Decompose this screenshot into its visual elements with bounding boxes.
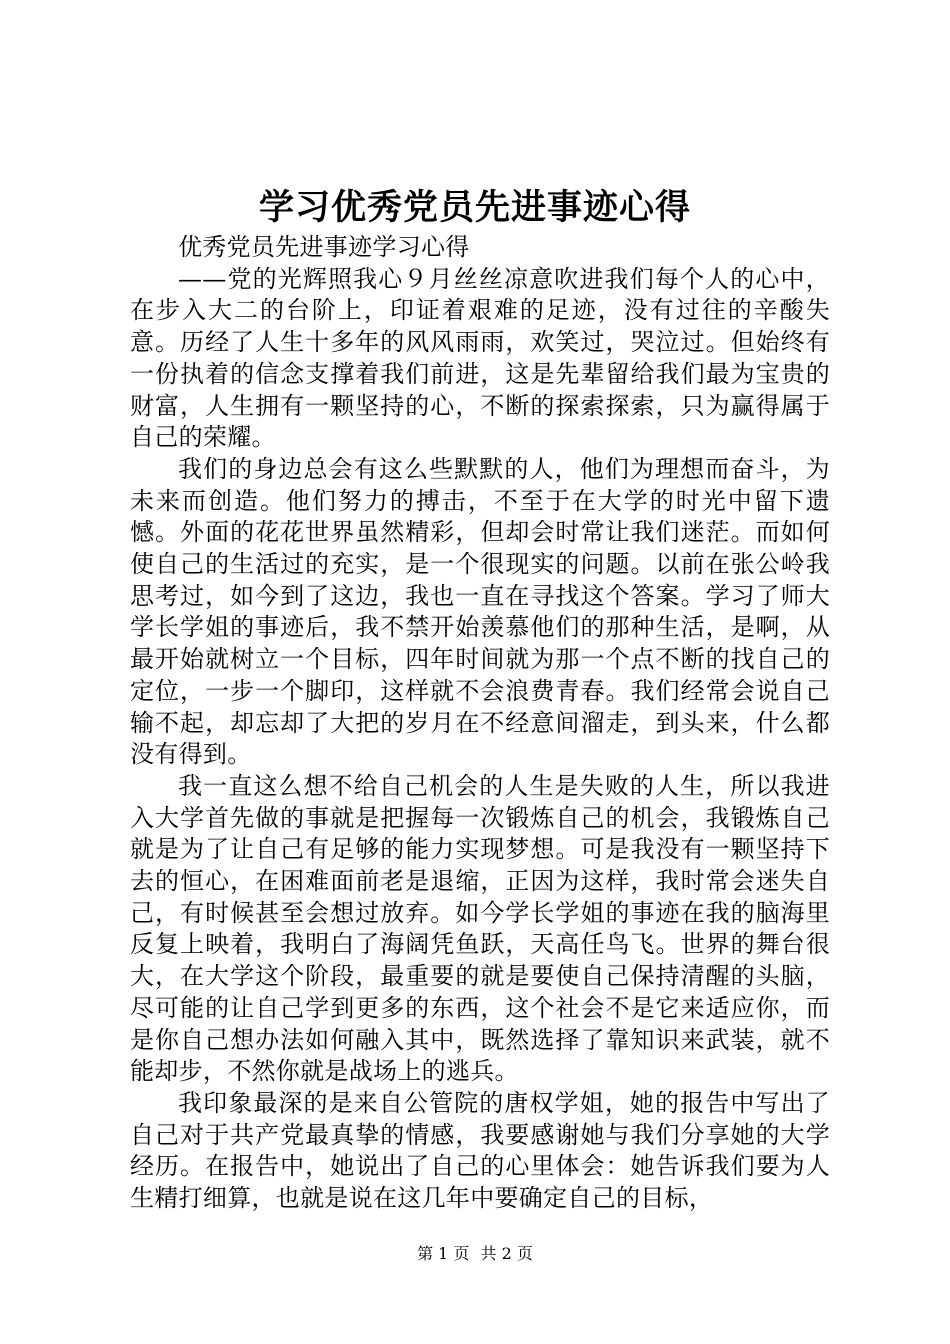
paragraph: 我印象最深的是来自公管院的唐权学姐，她的报告中写出了自己对于共产党最真挚的情感，我要感谢她与我们分享她的大学经历。在报告中，她说出了自己的心里体会：她告诉我们要为人生精打细算，也就是说在这几年中要确定自己的目标， (130, 1088, 830, 1213)
paragraph-subtitle: 优秀党员先进事迹学习心得 (178, 233, 470, 261)
page-footer (0, 1242, 950, 1266)
page-number-current: 第 1 页 (417, 1244, 470, 1263)
paragraph: 我们的身边总会有这么些默默的人，他们为理想而奋斗，为未来而创造。他们努力的搏击，不至于在大学的时光中留下遗憾。外面的花花世界虽然精彩，但却会时常让我们迷茫。而如何使自己的生活过的充实，是一个很现实的问题。以前在张公岭我思考过，如今到了这边，我也一直在寻找这个答案。学习了师大学长学姐的事迹后，我不禁开始羡慕他们的那种生活，是啊，从最开始就树立一个目标，四年时间就为那一个点不断的找自己的定位，一步一个脚印，这样就不会浪费青春。我们经常会说自己输不起，却忘却了大把的岁月在不经意间溜走，到头来，什么都没有得到。 (130, 454, 830, 769)
paragraph: 我一直这么想不给自己机会的人生是失败的人生，所以我进入大学首先做的事就是把握每一次锻炼自己的机会，我锻炼自己就是为了让自己有足够的能力实现梦想。可是我没有一颗坚持下去的恒心，在困难面前老是退缩，正因为这样，我时常会迷失自己，有时候甚至会想过放弃。如今学长学姐的事迹在我的脑海里反复上映着，我明白了海阔凭鱼跃，天高任鸟飞。世界的舞台很大，在大学这个阶段，最重要的就是要使自己保持清醒的头脑，尽可能的让自己学到更多的东西，这个社会不是它来适应你，而是你自己想办法如何融入其中，既然选择了靠知识来武装，就不能却步，不然你就是战场上的逃兵。 (130, 771, 830, 1086)
document-body (130, 232, 830, 1215)
page-number-total: 共 2 页 (480, 1244, 533, 1263)
paragraph: ——党的光辉照我心９月丝丝凉意吹进我们每个人的心中，在步入大二的台阶上，印证着艰难的足迹，没有过往的辛酸失意。历经了人生十多年的风风雨雨，欢笑过，哭泣过。但始终有一份执着的信念支撑着我们前进，这是先辈留给我们最为宝贵的财富，人生拥有一颗坚持的心，不断的探索探索，只为赢得属于自己的荣耀。 (130, 264, 830, 452)
document-title: 学习优秀党员先进事迹心得 (258, 187, 691, 228)
